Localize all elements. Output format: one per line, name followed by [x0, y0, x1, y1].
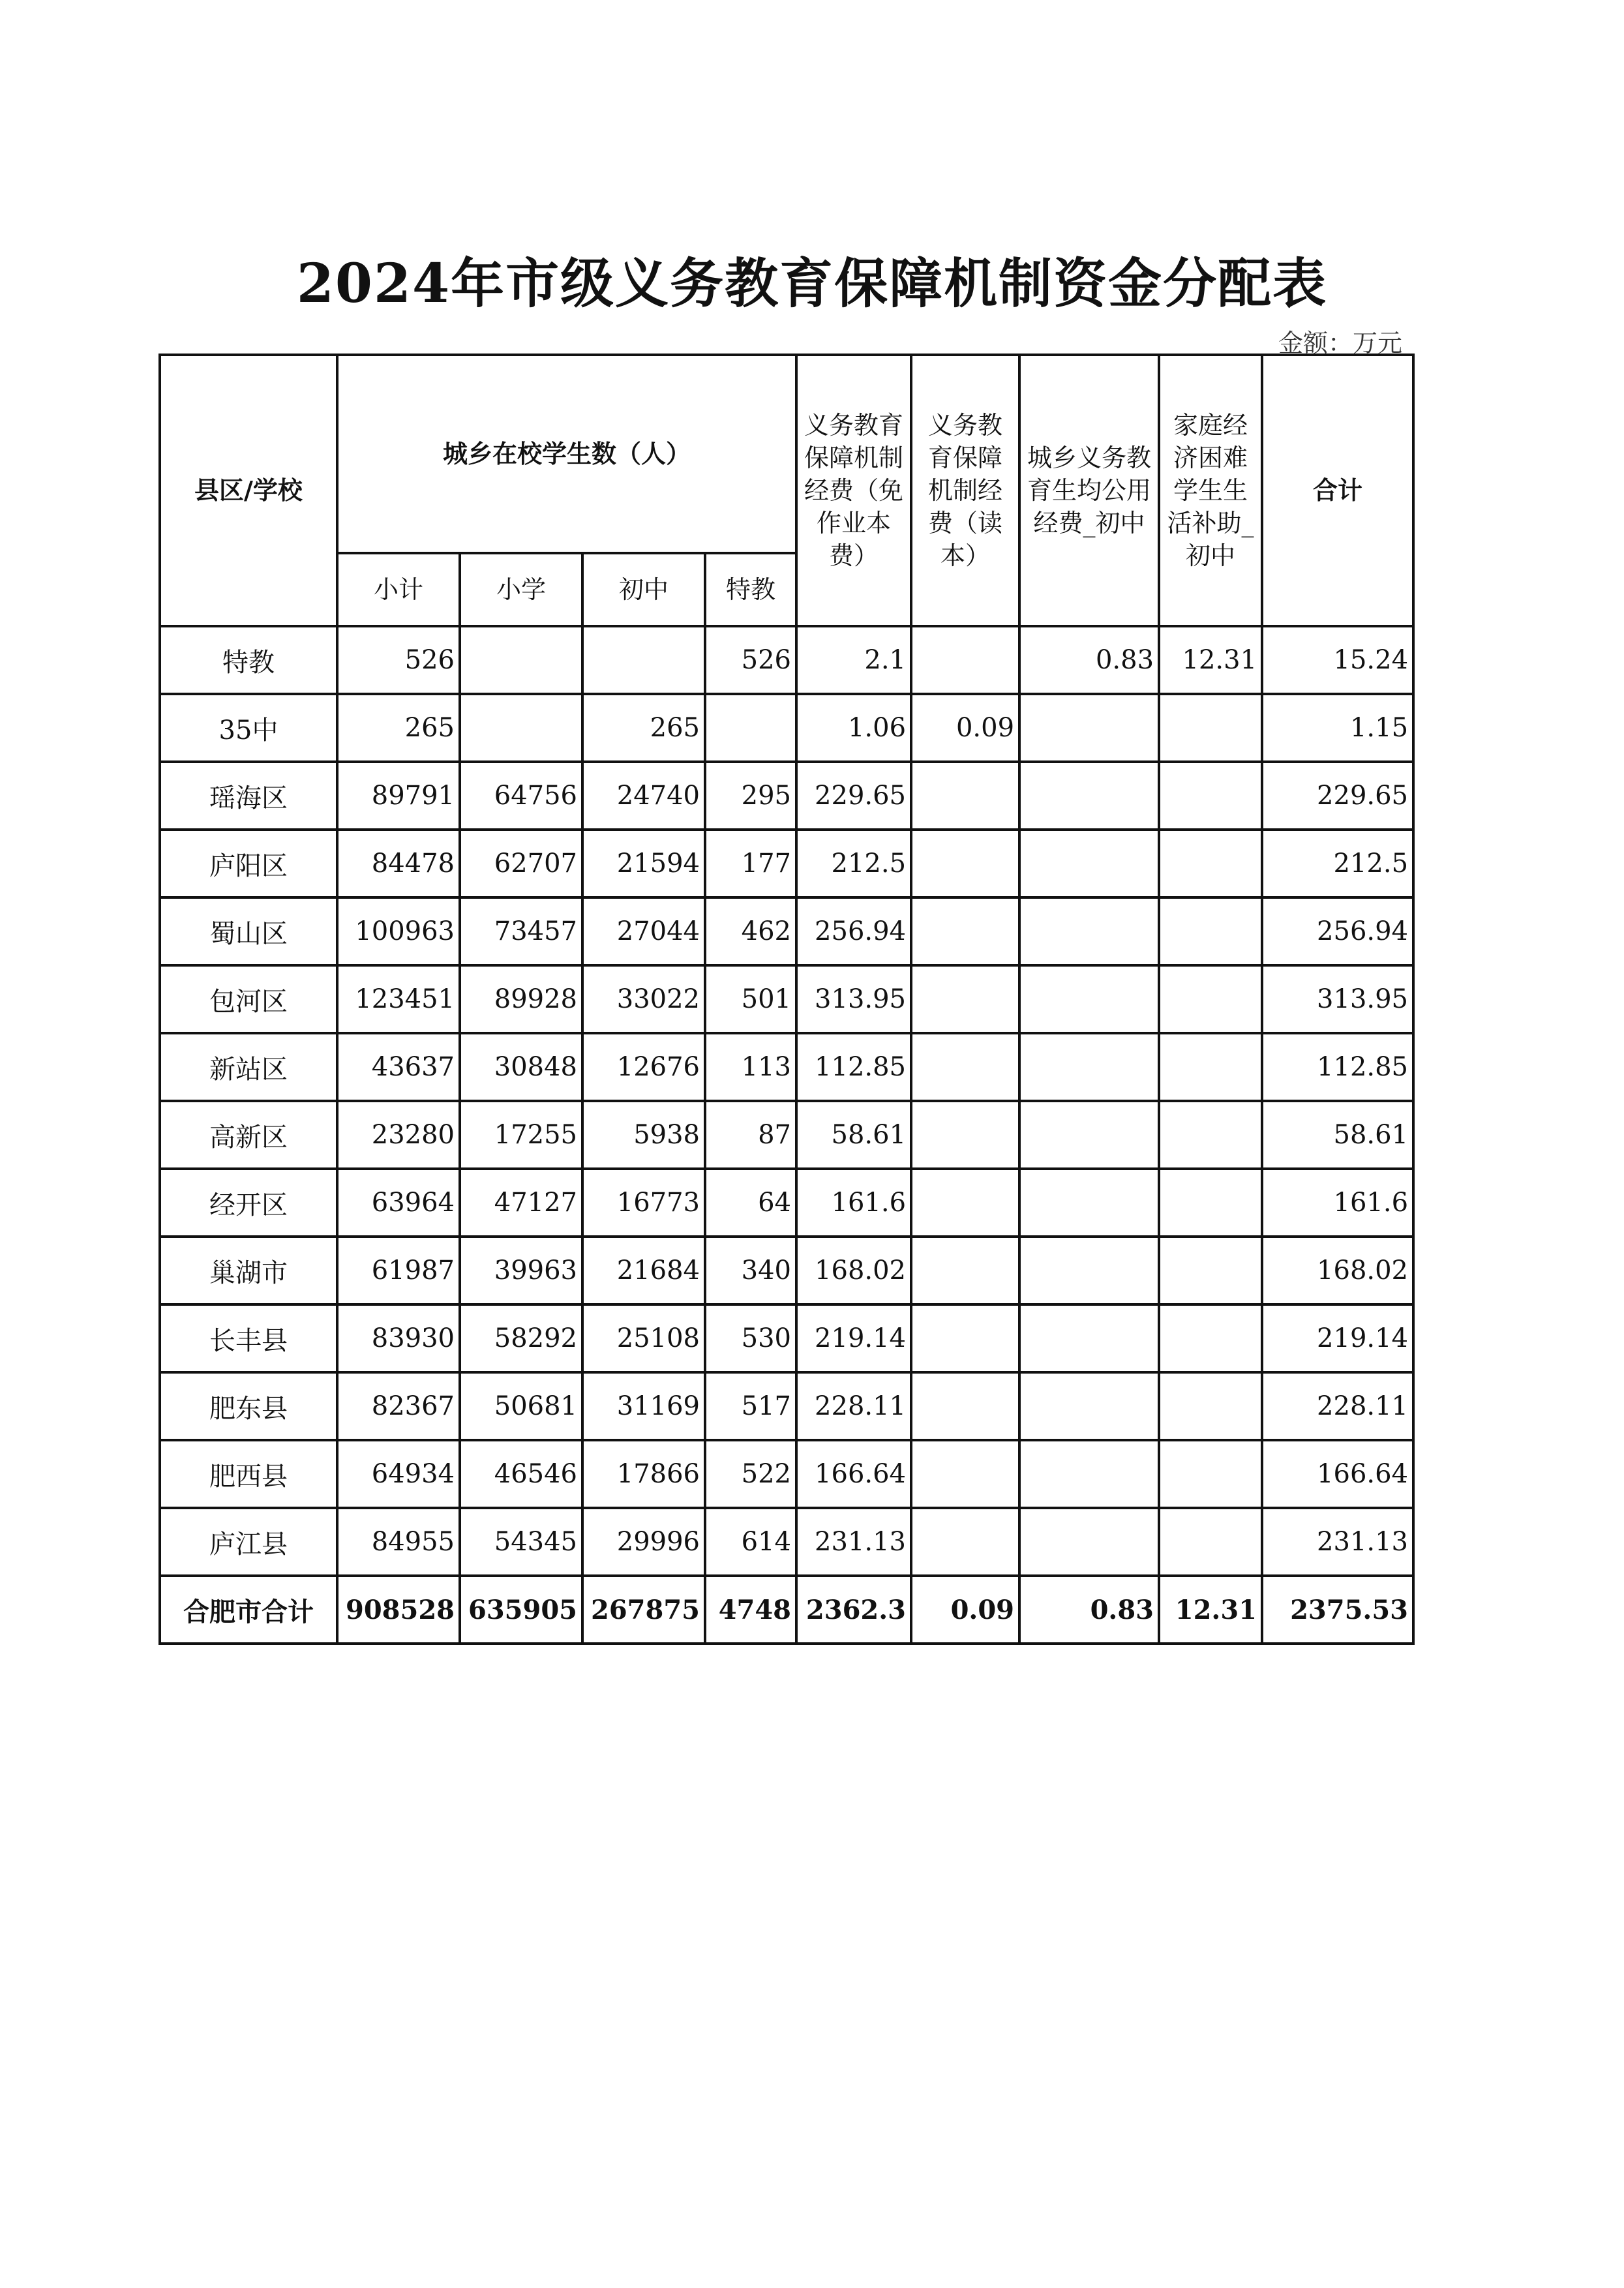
- cell-subtotal: 84478: [337, 830, 460, 897]
- cell-public-funds: 0.83: [1019, 626, 1159, 694]
- cell-primary: 54345: [460, 1508, 582, 1576]
- cell-free-workbook: 229.65: [796, 762, 911, 830]
- cell-free-workbook: 112.85: [796, 1033, 911, 1101]
- cell-subsidy: [1159, 1440, 1262, 1508]
- cell-subtotal: 82367: [337, 1372, 460, 1440]
- cell-special: 501: [705, 965, 796, 1033]
- cell-subsidy: [1159, 1033, 1262, 1101]
- row-name: 瑶海区: [160, 762, 337, 830]
- cell-free-workbook: 313.95: [796, 965, 911, 1033]
- row-name: 长丰县: [160, 1304, 337, 1372]
- cell-junior: 12676: [582, 1033, 705, 1101]
- header-free-workbook: 义务教育保障机制经费（免作业本费）: [796, 355, 911, 626]
- cell-special: 614: [705, 1508, 796, 1576]
- header-reading-book: 义务教育保障机制经费（读本）: [911, 355, 1019, 626]
- cell-subtotal: 123451: [337, 965, 460, 1033]
- table-row: [160, 897, 1413, 965]
- cell-subtotal: 526: [337, 626, 460, 694]
- header-subtotal: 小计: [337, 553, 460, 626]
- total-row-name: 合肥市合计: [160, 1576, 337, 1644]
- cell-primary: 17255: [460, 1101, 582, 1169]
- cell-primary: 50681: [460, 1372, 582, 1440]
- total-reading-book: 0.09: [911, 1576, 1019, 1644]
- table-row: [160, 1237, 1413, 1304]
- cell-public-funds: [1019, 1304, 1159, 1372]
- cell-junior: 27044: [582, 897, 705, 965]
- cell-subsidy: [1159, 897, 1262, 965]
- cell-special: 517: [705, 1372, 796, 1440]
- unit-note: 金额：万元: [1278, 329, 1402, 357]
- cell-subsidy: [1159, 1169, 1262, 1237]
- header-county: 县区/学校: [160, 355, 337, 626]
- cell-reading-book: [911, 965, 1019, 1033]
- total-free-workbook: 2362.3: [796, 1576, 911, 1644]
- cell-reading-book: [911, 762, 1019, 830]
- cell-special: 340: [705, 1237, 796, 1304]
- cell-subsidy: [1159, 1508, 1262, 1576]
- cell-primary: 64756: [460, 762, 582, 830]
- cell-public-funds: [1019, 1033, 1159, 1101]
- row-name: 新站区: [160, 1033, 337, 1101]
- cell-subsidy: [1159, 762, 1262, 830]
- cell-total: 161.6: [1262, 1169, 1413, 1237]
- cell-special: 526: [705, 626, 796, 694]
- cell-primary: 47127: [460, 1169, 582, 1237]
- cell-subsidy: [1159, 1101, 1262, 1169]
- cell-public-funds: [1019, 1169, 1159, 1237]
- header-primary: 小学: [460, 553, 582, 626]
- cell-total: 219.14: [1262, 1304, 1413, 1372]
- cell-special: 295: [705, 762, 796, 830]
- cell-special: [705, 694, 796, 762]
- cell-reading-book: [911, 830, 1019, 897]
- cell-reading-book: [911, 1101, 1019, 1169]
- row-name: 蜀山区: [160, 897, 337, 965]
- cell-reading-book: [911, 1440, 1019, 1508]
- cell-junior: 16773: [582, 1169, 705, 1237]
- cell-junior: 265: [582, 694, 705, 762]
- cell-reading-book: 0.09: [911, 694, 1019, 762]
- header-subsidy: 家庭经济困难学生生活补助_初中: [1159, 355, 1262, 626]
- total-subsidy: 12.31: [1159, 1576, 1262, 1644]
- cell-free-workbook: 212.5: [796, 830, 911, 897]
- page-title: 2024年市级义务教育保障机制资金分配表: [296, 252, 1328, 315]
- cell-free-workbook: 168.02: [796, 1237, 911, 1304]
- table-row: [160, 762, 1413, 830]
- cell-total: 231.13: [1262, 1508, 1413, 1576]
- cell-total: 166.64: [1262, 1440, 1413, 1508]
- table-row: [160, 1033, 1413, 1101]
- row-name: 35中: [160, 694, 337, 762]
- cell-special: 530: [705, 1304, 796, 1372]
- cell-junior: 21594: [582, 830, 705, 897]
- cell-special: 177: [705, 830, 796, 897]
- cell-special: 64: [705, 1169, 796, 1237]
- row-name: 经开区: [160, 1169, 337, 1237]
- total-subtotal: 908528: [337, 1576, 460, 1644]
- cell-special: 87: [705, 1101, 796, 1169]
- cell-junior: 33022: [582, 965, 705, 1033]
- cell-subtotal: 84955: [337, 1508, 460, 1576]
- table-row: [160, 694, 1413, 762]
- cell-total: 256.94: [1262, 897, 1413, 965]
- cell-subtotal: 61987: [337, 1237, 460, 1304]
- cell-subtotal: 89791: [337, 762, 460, 830]
- cell-reading-book: [911, 1237, 1019, 1304]
- cell-primary: 58292: [460, 1304, 582, 1372]
- cell-subsidy: [1159, 1237, 1262, 1304]
- cell-free-workbook: 228.11: [796, 1372, 911, 1440]
- cell-reading-book: [911, 1508, 1019, 1576]
- row-name: 巢湖市: [160, 1237, 337, 1304]
- cell-total: 1.15: [1262, 694, 1413, 762]
- row-name: 包河区: [160, 965, 337, 1033]
- table-row: [160, 1304, 1413, 1372]
- total-junior: 267875: [582, 1576, 705, 1644]
- row-name: 特教: [160, 626, 337, 694]
- cell-public-funds: [1019, 1237, 1159, 1304]
- cell-total: 229.65: [1262, 762, 1413, 830]
- cell-reading-book: [911, 1033, 1019, 1101]
- cell-total: 112.85: [1262, 1033, 1413, 1101]
- cell-free-workbook: 166.64: [796, 1440, 911, 1508]
- table-row: [160, 830, 1413, 897]
- table-row: [160, 1101, 1413, 1169]
- cell-junior: 24740: [582, 762, 705, 830]
- cell-total: 228.11: [1262, 1372, 1413, 1440]
- cell-reading-book: [911, 1304, 1019, 1372]
- row-name: 庐阳区: [160, 830, 337, 897]
- cell-subsidy: [1159, 1304, 1262, 1372]
- table-row: [160, 1372, 1413, 1440]
- cell-special: 522: [705, 1440, 796, 1508]
- cell-public-funds: [1019, 1101, 1159, 1169]
- table-row: [160, 626, 1413, 694]
- cell-primary: 89928: [460, 965, 582, 1033]
- cell-public-funds: [1019, 694, 1159, 762]
- row-name: 庐江县: [160, 1508, 337, 1576]
- cell-free-workbook: 231.13: [796, 1508, 911, 1576]
- cell-reading-book: [911, 1372, 1019, 1440]
- cell-subtotal: 265: [337, 694, 460, 762]
- header-students-group: 城乡在校学生数（人）: [337, 355, 796, 553]
- cell-total: 168.02: [1262, 1237, 1413, 1304]
- table-row: [160, 965, 1413, 1033]
- cell-reading-book: [911, 626, 1019, 694]
- row-name: 肥东县: [160, 1372, 337, 1440]
- cell-total: 313.95: [1262, 965, 1413, 1033]
- table-row: [160, 1508, 1413, 1576]
- cell-free-workbook: 256.94: [796, 897, 911, 965]
- cell-free-workbook: 219.14: [796, 1304, 911, 1372]
- cell-subsidy: [1159, 1372, 1262, 1440]
- cell-total: 15.24: [1262, 626, 1413, 694]
- cell-free-workbook: 58.61: [796, 1101, 911, 1169]
- cell-primary: 39963: [460, 1237, 582, 1304]
- cell-free-workbook: 2.1: [796, 626, 911, 694]
- total-total: 2375.53: [1262, 1576, 1413, 1644]
- total-special: 4748: [705, 1576, 796, 1644]
- cell-subtotal: 63964: [337, 1169, 460, 1237]
- cell-special: 113: [705, 1033, 796, 1101]
- cell-junior: 17866: [582, 1440, 705, 1508]
- cell-subtotal: 64934: [337, 1440, 460, 1508]
- cell-subtotal: 100963: [337, 897, 460, 965]
- cell-public-funds: [1019, 897, 1159, 965]
- cell-junior: 5938: [582, 1101, 705, 1169]
- cell-subsidy: [1159, 830, 1262, 897]
- cell-primary: 62707: [460, 830, 582, 897]
- header-total: 合计: [1262, 355, 1413, 626]
- cell-total: 212.5: [1262, 830, 1413, 897]
- cell-reading-book: [911, 1169, 1019, 1237]
- cell-primary: [460, 626, 582, 694]
- cell-special: 462: [705, 897, 796, 965]
- cell-subtotal: 23280: [337, 1101, 460, 1169]
- cell-junior: 25108: [582, 1304, 705, 1372]
- cell-subsidy: 12.31: [1159, 626, 1262, 694]
- total-primary: 635905: [460, 1576, 582, 1644]
- cell-public-funds: [1019, 762, 1159, 830]
- cell-primary: [460, 694, 582, 762]
- row-name: 肥西县: [160, 1440, 337, 1508]
- cell-primary: 73457: [460, 897, 582, 965]
- cell-public-funds: [1019, 1372, 1159, 1440]
- header-special: 特教: [705, 553, 796, 626]
- cell-subsidy: [1159, 965, 1262, 1033]
- cell-junior: 31169: [582, 1372, 705, 1440]
- cell-subtotal: 83930: [337, 1304, 460, 1372]
- allocation-table: [158, 354, 1415, 1645]
- cell-primary: 46546: [460, 1440, 582, 1508]
- header-junior: 初中: [582, 553, 705, 626]
- cell-free-workbook: 1.06: [796, 694, 911, 762]
- cell-total: 58.61: [1262, 1101, 1413, 1169]
- total-row: [160, 1576, 1413, 1644]
- cell-public-funds: [1019, 1508, 1159, 1576]
- cell-free-workbook: 161.6: [796, 1169, 911, 1237]
- table-row: [160, 1440, 1413, 1508]
- cell-junior: 21684: [582, 1237, 705, 1304]
- table-row: [160, 1169, 1413, 1237]
- cell-public-funds: [1019, 1440, 1159, 1508]
- header-public-funds: 城乡义务教育生均公用经费_初中: [1019, 355, 1159, 626]
- cell-reading-book: [911, 897, 1019, 965]
- cell-public-funds: [1019, 965, 1159, 1033]
- cell-subtotal: 43637: [337, 1033, 460, 1101]
- cell-subsidy: [1159, 694, 1262, 762]
- cell-public-funds: [1019, 830, 1159, 897]
- cell-junior: [582, 626, 705, 694]
- cell-primary: 30848: [460, 1033, 582, 1101]
- row-name: 高新区: [160, 1101, 337, 1169]
- cell-junior: 29996: [582, 1508, 705, 1576]
- total-public-funds: 0.83: [1019, 1576, 1159, 1644]
